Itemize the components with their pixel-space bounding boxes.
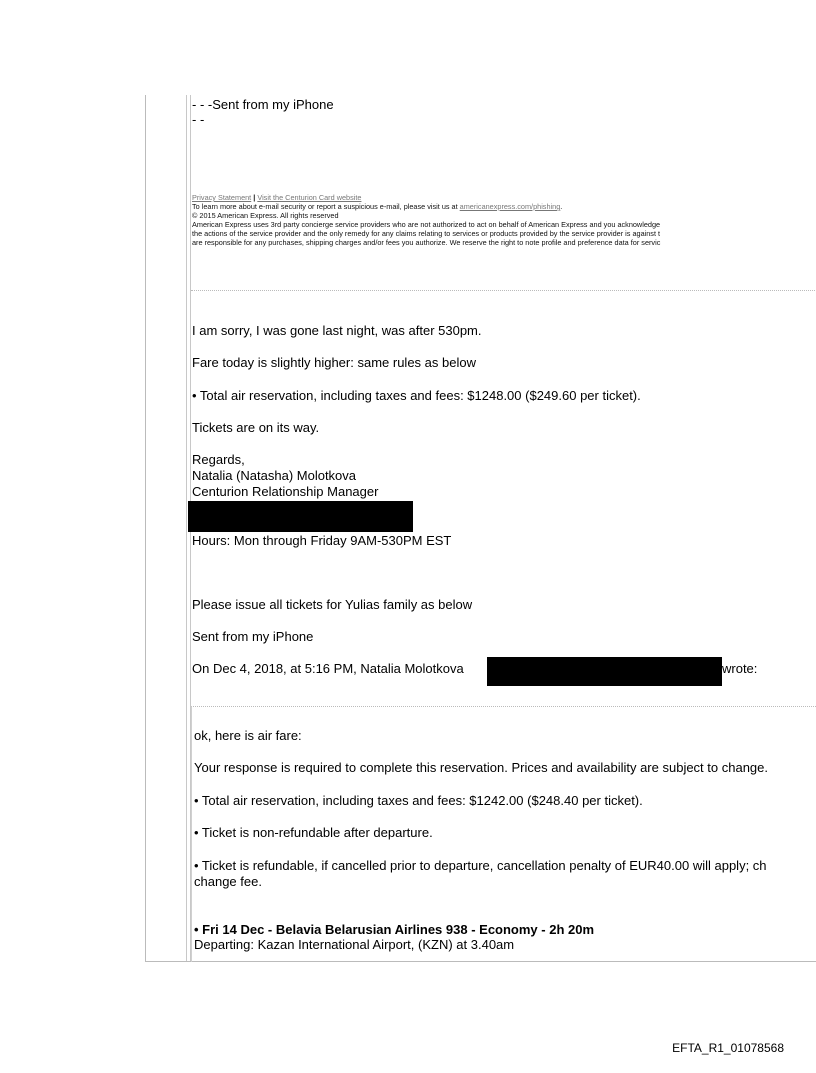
redaction-block [188,501,413,532]
sorry-line: I am sorry, I was gone last night, was after 530pm. [192,323,482,338]
centurion-website-link[interactable]: Visit the Centurion Card website [257,193,362,202]
copyright: © 2015 American Express. All rights reserved [192,211,339,220]
security-text: To learn more about e-mail security or report a suspicious e-mail, please visit us at [192,202,458,211]
privacy-statement-link[interactable]: Privacy Statement [192,193,252,202]
fare-today-line: Fare today is slightly higher: same rules as below [192,355,476,370]
legal-line-3: are responsible for any purchases, shipping charges and/or fees you authorize. We reserve the right to note profile and preference data for servic [192,238,661,247]
sender-title: Centurion Relationship Manager [192,484,379,499]
flight-line: • Fri 14 Dec - Belavia Belarusian Airlines 938 - Economy - 2h 20m [194,922,595,937]
ok-air-fare-line: ok, here is air fare: [194,728,302,743]
total-fare-bullet: • Total air reservation, including taxes and fees: $1248.00 ($249.60 per ticket). [192,388,641,403]
issue-tickets-line: Please issue all tickets for Yulias family as below [192,597,473,612]
refundable-bullet-line-1: • Ticket is refundable, if cancelled prior to departure, cancellation penalty of EUR40.00 will apply; ch [194,858,767,873]
on-date-prefix: On Dec 4, 2018, at 5:16 PM, Natalia Molotkova [192,661,464,676]
hours-line: Hours: Mon through Friday 9AM-530PM EST [192,533,452,548]
departing-line: Departing: Kazan International Airport, (KZN) at 3.40am [194,937,515,952]
redaction-email [487,657,722,686]
regards-line: Regards, [192,452,245,467]
legal-line-2: the actions of the service provider and the only remedy for any claims relating to services or products provided by the service provider is against t [192,229,661,238]
security-suffix: . [560,202,563,211]
signature-dashes: - - [192,112,205,127]
link-separator: | [253,193,256,202]
nonrefundable-bullet: • Ticket is non-refundable after departure. [194,825,433,840]
total-fare-bullet-2: • Total air reservation, including taxes and fees: $1242.00 ($248.40 per ticket). [194,793,643,808]
sent-from-iphone-2: Sent from my iPhone [192,629,314,644]
tickets-line: Tickets are on its way. [192,420,320,435]
response-required-line: Your response is required to complete this reservation. Prices and availability are subject to change. [194,760,768,775]
sent-from-iphone-line: - - -Sent from my iPhone [192,97,334,112]
legal-line-1: American Express uses 3rd party concierge service providers who are not authorized to act on behalf of American Express and you acknowledge [192,220,661,229]
phishing-link[interactable]: americanexpress.com/phishing [459,202,561,211]
on-date-suffix: wrote: [722,661,758,676]
refundable-bullet-line-2: change fee. [194,874,262,889]
document-id: EFTA_R1_01078568 [672,1041,784,1055]
sender-name: Natalia (Natasha) Molotkova [192,468,357,483]
